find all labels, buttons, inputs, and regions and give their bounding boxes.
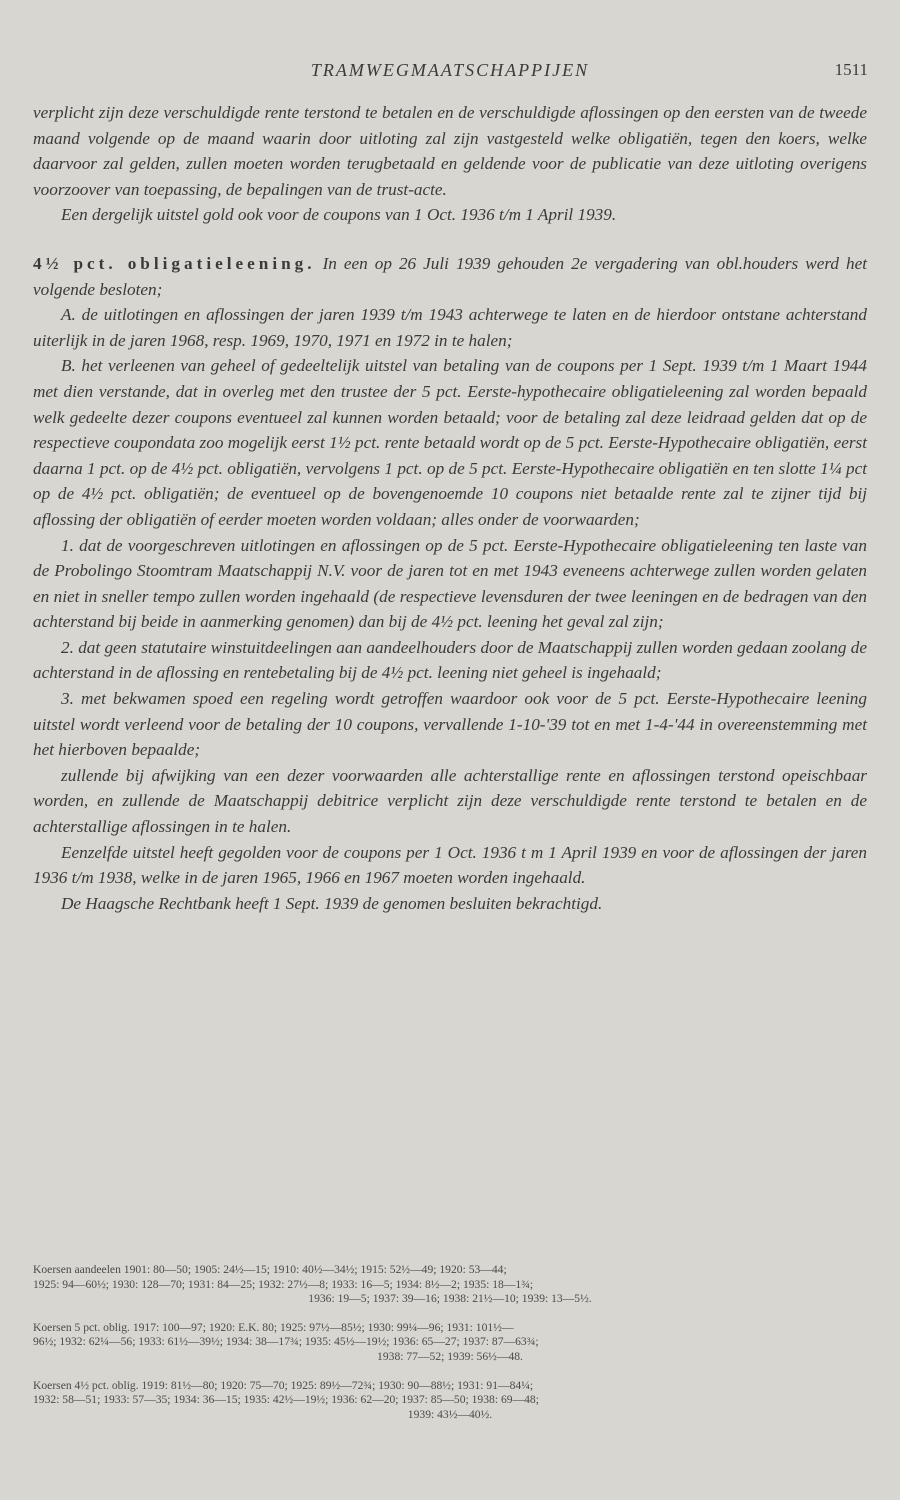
paragraph: 2. dat geen statutaire winstuitdeelingen aan aandeelhouders door de Maatschappij zullen worden gedaan zoolang de achterstand in de aflossing en rentebetaling bij de 4½ pct. leening niet geheel is ingehaald; <box>33 637 867 683</box>
section-heading-text: In een op 26 Juli 1939 gehouden 2e vergadering van obl.houders werd het volgende besloten; <box>33 253 868 299</box>
price-line: Koersen 5 pct. oblig. 1917: 100—97; 1920: E.K. 80; 1925: 97½—85½; 1930: 99¼—96; 1931: 101½— <box>33 1320 514 1334</box>
paragraph: 3. met bekwamen spoed een regeling wordt getroffen waardoor ook voor de 5 pct. Eerste-Hypothecaire leening uitstel wordt verleend voor de betaling der 10 coupons, vervallende 1-10-'39 tot en met 1-4-'44 in overeenstemming met het hierboven bepaalde; <box>33 689 867 760</box>
paragraph: zullende bij afwijking van een dezer voorwaarden alle achterstallige rente en aflossingen terstond opeischbaar worden, en zullende de Maatschappij debitrice verplicht zijn deze verschuldigde rente terstond te betalen en de achterstallige aflossingen in te halen. <box>33 765 867 837</box>
page-number: 1511 <box>834 60 868 79</box>
price-line: 96½; 1932: 62¼—56; 1933: 61½—39½; 1934: 38—17¾; 1935: 45½—19½; 1936: 65—27; 1937: 87—63¾; <box>33 1335 539 1349</box>
paragraph: B. het verleenen van geheel of gedeeltelijk uitstel van betaling van de coupons per 1 Sept. 1939 t/m 1 Maart 1944 met dien verstande, dat in overleg met den trustee der 5 pct. Eerste-hypothecaire obligatieleening zal worden bepaald welk gedeelte dezer coupons eventueel zal kunnen worden betaald; voor de betaling zal deze leidraad gelden dat op de respectieve coupondata zoo mogelijk eerst 1½ pct. rente betaald wordt op de 5 pct. Eerste-Hypothecaire obligatiën, eerst daarna 1 pct. op de 4½ pct. obligatiën, vervolgens 1 pct. op de 5 pct. Eerste-Hypothecaire obligatiën en ten slotte 1¼ pct op de 4½ pct. obligatiën; de eventueel op de bovengenoemde 10 coupons niet betaalde rente zal te zijner tijd bij aflossing der obligatiën of eerder moeten worden voldaan; alles onder de voorwaarden; <box>33 356 867 529</box>
paragraph: A. de uitlotingen en aflossingen der jaren 1939 t/m 1943 achterwege te laten en de hierdoor ontstane achterstand uiterlijk in de jaren 1968, resp. 1969, 1970, 1971 en 1972 in te halen; <box>33 305 867 350</box>
section-intro <box>33 251 867 302</box>
price-history <box>33 1263 867 1436</box>
paragraph: Een dergelijk uitstel gold ook voor de coupons van 1 Oct. 1936 t/m 1 April 1939. <box>61 205 617 225</box>
paragraph: Eenzelfde uitstel heeft gegolden voor de coupons per 1 Oct. 1936 t m 1 April 1939 en voor de aflossingen der jaren 1936 t/m 1938, welke in de jaren 1965, 1966 en 1967 moeten worden ingehaald. <box>33 842 867 888</box>
price-line: Koersen aandeelen 1901: 80—50; 1905: 24½—15; 1910: 40½—34½; 1915: 52½—49; 1920: 53—44; <box>33 1263 507 1276</box>
price-line: Koersen 4½ pct. oblig. 1919: 81½—80; 1920: 75—70; 1925: 89½—72¾; 1930: 90—88½; 1931: 91—84¼; <box>33 1378 534 1392</box>
price-line: 1932: 58—51; 1933: 57—35; 1934: 36—15; 1935: 42½—19½; 1936: 62—20; 1937: 85—50; 1938: 69—48; <box>33 1393 539 1407</box>
paragraph: 1. dat de voorgeschreven uitlotingen en aflossingen op de 5 pct. Eerste-Hypothecaire obligatieleening ten laste van de Probolingo Stoomtram Maatschappij N.V. voor de jaren tot en met 1943 eveneens achterwege zullen worden gelaten en niet in sneller tempo zullen worden ingehaald (de respectieve levensduren der twee leeningen en de bedragen van den achterstand bij beide in aanmerking genomen) dan bij de 4½ pct. leening het geval zal zijn; <box>33 535 867 632</box>
price-block-4half-pct <box>33 1379 867 1423</box>
price-line: 1936: 19—5; 1937: 39—16; 1938: 21½—10; 1939: 13—5½. <box>308 1292 592 1306</box>
price-line: 1938: 77—52; 1939: 56½—48. <box>377 1349 523 1363</box>
paragraph: De Haagsche Rechtbank heeft 1 Sept. 1939 de genomen besluiten bekrachtigd. <box>61 893 603 913</box>
price-line: 1939: 43½—40½. <box>407 1407 493 1421</box>
price-block-5pct <box>33 1321 867 1365</box>
running-title: TRAMWEGMAATSCHAPPIJEN <box>310 60 590 80</box>
main-text <box>33 100 867 916</box>
paragraph: verplicht zijn deze verschuldigde rente terstond te betalen en de verschuldigde aflossingen op den eersten van de tweede maand volgende op de maand waarin door uitloting zal zijn vastgesteld welke obligatiën, tegen den koers, welke daarvoor zal gelden, zullen moeten worden terugbetaald en geldende voor de publicatie van deze uitloting overigens voorzoover van toepassing, de bepalingen van de trust-acte. <box>33 103 867 199</box>
section-heading: 4½ pct. obligatieleening. <box>33 253 316 273</box>
price-line: 1925: 94—60½; 1930: 128—70; 1931: 84—25; 1932: 27½—8; 1933: 16—5; 1934: 8½—2; 1935: 18—1¾; <box>33 1277 534 1291</box>
page-header <box>0 60 900 90</box>
price-block-shares <box>33 1263 867 1307</box>
